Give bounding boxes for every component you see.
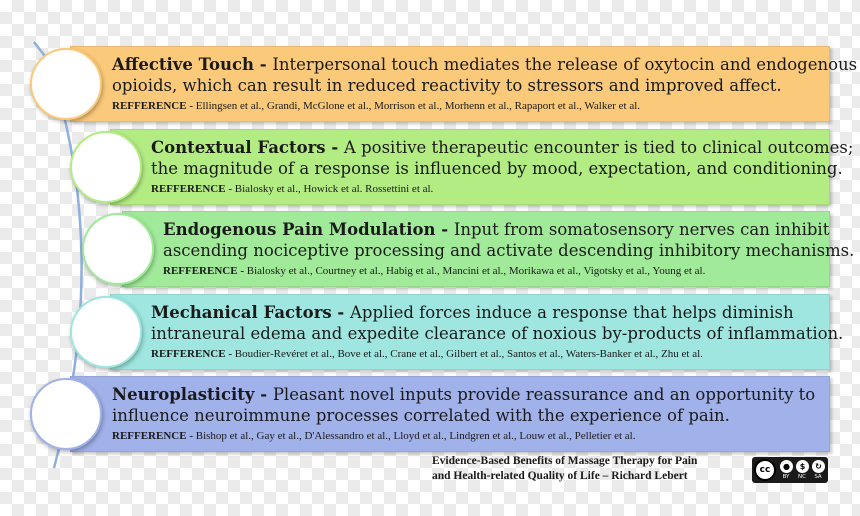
- reference-separator: -: [225, 348, 235, 360]
- license-nc-label: NC: [798, 474, 806, 480]
- sharealike-arrow-icon: ↻: [812, 460, 825, 473]
- band-text-contextual-factors: [151, 137, 853, 197]
- benefit-description-line-2: ascending nociceptive processing and activate descending inhibitory mechanisms.: [163, 241, 855, 260]
- reference-citations: Ellingsen et al., Grandi, McGlone et al., Morrison et al., Morhenn et al., Rapaport et al., Walker et al.: [195, 100, 641, 112]
- reference-citations: Bialosky et al., Howick et al. Rossettini et al.: [234, 183, 434, 195]
- benefit-description-line-1: Pleasant novel inputs provide reassurance and an opportunity to: [272, 385, 816, 404]
- band-heading-line: [112, 54, 857, 75]
- reference-label: REFFERENCE: [151, 348, 226, 360]
- band-text-mechanical-factors: [151, 302, 843, 362]
- circle-marker-mechanical-factors: [70, 296, 142, 368]
- reference-label: REFFERENCE: [112, 100, 187, 112]
- noncommercial-dollar-icon: $: [796, 460, 809, 473]
- band-heading-line: [163, 219, 854, 240]
- creative-commons-license-badge: [752, 457, 828, 483]
- benefit-description-line-2: the magnitude of a response is influenced by mood, expectation, and conditioning.: [151, 159, 843, 178]
- attribution-person-icon: ●: [780, 460, 793, 473]
- license-by-label: BY: [782, 474, 790, 480]
- band-heading-line: [151, 302, 843, 323]
- title-separator: -: [331, 303, 351, 322]
- title-separator: -: [435, 220, 454, 239]
- license-sa-label: SA: [814, 474, 822, 480]
- circle-marker-endogenous-pain-modulation: [82, 213, 154, 285]
- title-separator: -: [325, 138, 344, 157]
- benefit-description-line-1: Interpersonal touch mediates the release of oxytocin and endogenous: [272, 55, 858, 74]
- circle-marker-neuroplasticity: [30, 378, 102, 450]
- reference-label: REFFERENCE: [112, 430, 187, 442]
- title-separator: -: [254, 385, 273, 404]
- reference-line: [151, 181, 853, 197]
- reference-line: [163, 263, 854, 279]
- reference-line: [112, 98, 857, 114]
- benefit-title: Endogenous Pain Modulation: [163, 220, 436, 239]
- benefit-description-line-1: A positive therapeutic encounter is tied to clinical outcomes;: [343, 138, 854, 157]
- reference-citations: Bialosky et al., Courtney et al., Habig et al., Mancini et al., Morikawa et al., Vigotsky et al., Young et al.: [246, 265, 706, 277]
- benefit-title: Contextual Factors: [151, 138, 326, 157]
- circle-marker-contextual-factors: [70, 131, 142, 203]
- band-text-neuroplasticity: [112, 384, 815, 444]
- reference-label: REFFERENCE: [163, 265, 238, 277]
- caption-line-1: Evidence-Based Benefits of Massage Therapy for Pain: [432, 455, 698, 467]
- caption-line-2: and Health-related Quality of Life – Richard Lebert: [432, 470, 688, 482]
- benefit-title: Affective Touch: [112, 55, 255, 74]
- benefit-title: Mechanical Factors: [151, 303, 332, 322]
- reference-citations: Bishop et al., Gay et al., D'Alessandro et al., Lloyd et al., Lindgren et al., Louw et al., Pelletier et al.: [195, 430, 636, 442]
- reference-separator: -: [186, 100, 196, 112]
- benefit-description-line-1: Applied forces induce a response that helps diminish: [350, 303, 794, 322]
- benefit-description-line-2: opioids, which can result in reduced reactivity to stressors and improved affect.: [112, 76, 782, 95]
- reference-separator: -: [237, 265, 247, 277]
- reference-separator: -: [186, 430, 196, 442]
- reference-citations: Boudier-Revéret et al., Bove et al., Crane et al., Gilbert et al., Santos et al., Waters-Banker et al., Zhu et al.: [234, 348, 703, 360]
- band-text-affective-touch: [112, 54, 857, 114]
- reference-label: REFFERENCE: [151, 183, 226, 195]
- reference-separator: -: [225, 183, 235, 195]
- figure-caption: [432, 454, 697, 484]
- benefit-description-line-2: intraneural edema and expedite clearance of noxious by-products of inflammation.: [151, 324, 844, 343]
- reference-line: [112, 428, 815, 444]
- band-heading-line: [151, 137, 853, 158]
- benefit-description-line-1: Input from somatosensory nerves can inhibit: [453, 220, 830, 239]
- title-separator: -: [254, 55, 273, 74]
- benefit-title: Neuroplasticity: [112, 385, 255, 404]
- circle-marker-affective-touch: [30, 48, 102, 120]
- cc-logo-icon: cc: [754, 459, 776, 481]
- band-text-endogenous-pain-modulation: [163, 219, 854, 279]
- band-heading-line: [112, 384, 815, 405]
- reference-line: [151, 346, 843, 362]
- benefit-description-line-2: influence neuroimmune processes correlated with the experience of pain.: [112, 406, 730, 425]
